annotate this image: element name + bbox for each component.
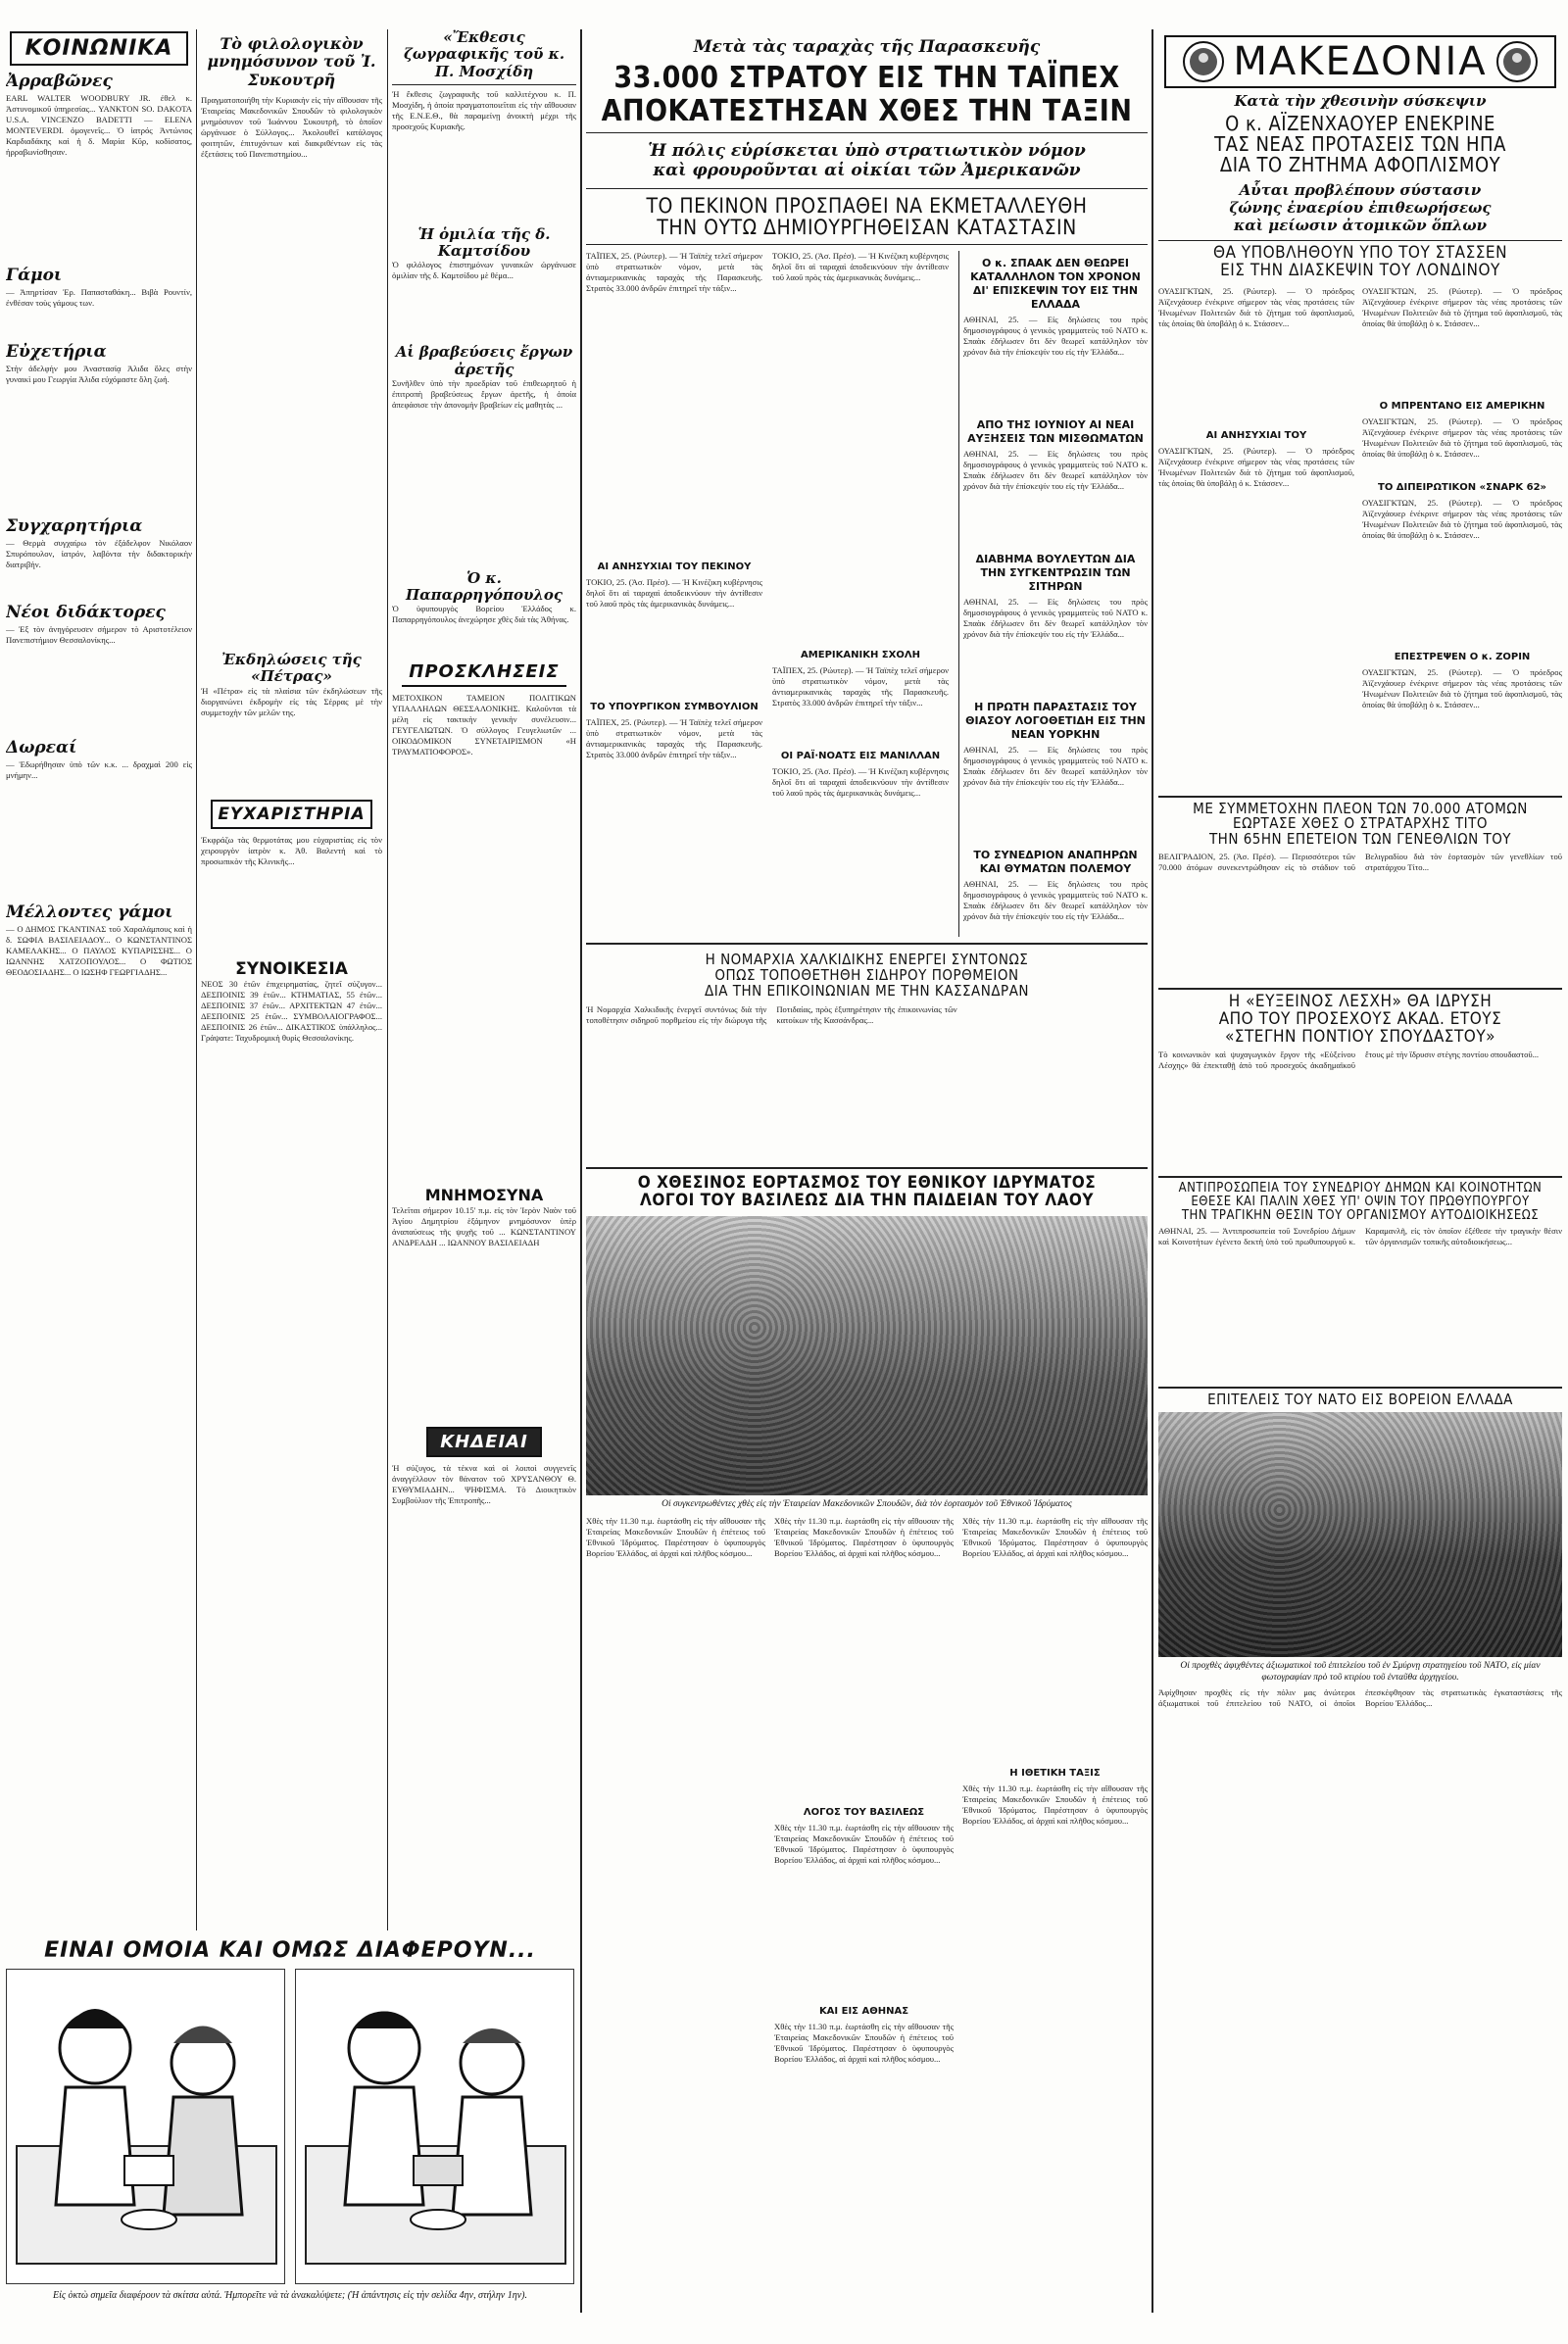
tito-headline-1: ΜΕ ΣΥΜΜΕΤΟΧΗΝ ΠΛΕΟΝ ΤΩΝ 70.000 ΑΤΟΜΩΝ: [1193, 799, 1528, 817]
upcoming-weddings-heading: Μέλλοντες γάμοι: [6, 903, 173, 922]
taipei-kicker: Μετὰ τὰς ταραχὰς τῆς Παρασκευῆς: [693, 37, 1041, 57]
athens-subhead: ΚΑΙ ΕΙΣ ΑΘΗΝΑΣ: [818, 2006, 909, 2018]
engagements-text: EARL WALTER WOODBURY JR. ἐθελ κ. Ἀστυνομικοῦ ὑπηρεσίας... YANKTON SO. DAKOTA U.S.A. VINCENZO BADETTI — ELENA MONTEVERDI. ὁμογενεῖς... Ὁ ἰατρός Ἀντώνιος Καρδιαδάκης καὶ ἡ δ. Μαρία Κῦρ, κοδίσατος, ἠρραβωνίσθησαν.: [6, 93, 192, 157]
municipalities-story: [1158, 1176, 1562, 1383]
column-rule: [387, 29, 388, 1930]
social-column: [6, 29, 192, 1940]
spaak-text: ΑΘΗΝΑΙ, 25. — Εἰς δηλώσεις του πρὸς δημοσιογράφους ὁ γενικὸς γραμματεὺς τοῦ ΝΑΤΟ κ. Σπαὰκ ἐδήλωσεν ὅτι δὲν θεωρεῖ κατάλληλον τὸν χρόνον διὰ τὴν ἐπίσκεψίν του εἰς τὴν Ἑλλάδα...: [963, 315, 1148, 358]
athens-text: Χθὲς τὴν 11.30 π.μ. ἑωρτάσθη εἰς τὴν αἴθουσαν τῆς Ἑταιρείας Μακεδονικῶν Σπουδῶν ἡ ἐπέτειος τοῦ Ἐθνικοῦ Ἱδρύματος. Παρέστησαν ὁ ὑφυπουργὸς Βορείου Ἑλλάδος, αἱ ἀρχαὶ καὶ πλῆθος κόσμου...: [774, 2022, 954, 2065]
masthead-box: [1164, 35, 1556, 88]
cartoon-drawing: [296, 1970, 574, 2283]
donations-heading: Δωρεαί: [6, 738, 77, 757]
congratulations-text: — Θερμὰ συγχαίρω τὸν ἐξάδελφον Νικόλαον Σπυρόπουλον, ἰατρόν, λαβόντα τὴν διδακτορικὴν διατριβήν.: [6, 538, 192, 569]
matchmaking-text: ΝΕΟΣ 30 ἐτῶν ἐπιχειρηματίας, ζητεῖ σύζυγον... ΔΕΣΠΟΙΝΙΣ 39 ἐτῶν... ΚΤΗΜΑΤΙΑΣ, 55 ἐτῶν... ΔΕΣΠΟΙΝΙΣ 37 ἐτῶν... ΑΡΧΙΤΕΚΤΩΝ 47 ἐτῶν... ΔΕΣΠΟΙΝΙΣ 25 ἐτῶν... ΣΥΜΒΟΛΑΙΟΓΡΑΦΟΣ... ΔΕΣΠΟΙΝΙΣ 26 ἐτῶν... ΔΙΚΑΣΤΙΚΟΣ ὑπάλληλος... Γράψατε: Ταχυδρομικὴ θυρὶς Θεσσαλονίκης.: [201, 978, 382, 1043]
exhibition-text: Ἡ ἔκθεσις ζωγραφικῆς τοῦ καλλιτέχνου κ. Π. Μοσχίδη, ἡ ὁποία πραγματοποιεῖται εἰς τὴν αἴθουσαν τῆς Ε.Ν.Ε.Θ., θὰ παραμείνῃ ἀνοικτὴ μέχρι τῆς προσεχοῦς Κυριακῆς.: [392, 88, 576, 131]
engagements-heading: Ἀρραβῶνες: [6, 72, 113, 91]
nato-headline: ΕΠΙΤΕΛΕΙΣ ΤΟΥ ΝΑΤΟ ΕΙΣ ΒΟΡΕΙΟΝ ΕΛΛΑΔΑ: [1207, 1391, 1513, 1409]
eisenhower-deck-3: καὶ μείωσιν ἀτομικῶν ὅπλων: [1233, 217, 1488, 234]
logothetidis-text: ΑΘΗΝΑΙ, 25. — Εἰς δηλώσεις του πρὸς δημοσιογράφους ὁ γενικὸς γραμματεὺς τοῦ ΝΑΤΟ κ. Σπαὰκ ἐδήλωσεν ὅτι δὲν θεωρεῖ κατάλληλον τὸν χρόνον διὰ τὴν ἐπίσκεψίν του εἰς τὴν Ἑλλάδα...: [963, 745, 1148, 788]
manila-text: ΤΟΚΙΟ, 25. (Ἀσ. Πρέσ). — Ἡ Κινέζικη κυβέρνησις δηλοῖ ὅτι αἱ ταραχαὶ ἀποδεικνύουν τὴν ἀντίθεσιν τοῦ λαοῦ πρὸς τὰς ἀμερικανικὰς δυνάμεις...: [772, 766, 949, 799]
new-doctors-heading: Νέοι διδάκτορες: [6, 603, 166, 622]
king-speech-subhead: ΛΟΓΟΣ ΤΟΥ ΒΑΣΙΛΕΩΣ: [803, 1807, 925, 1819]
cabinet-subhead: ΤΟ ΥΠΟΥΡΓΙΚΟΝ ΣΥΜΒΟΥΛΙΟΝ: [590, 702, 759, 713]
cartoon-panel-right: [295, 1969, 574, 2284]
ethics-order-subhead: Η ΙΘΕΤΙΚΗ ΤΑΞΙΣ: [1009, 1768, 1101, 1780]
deputies-grain-text: ΑΘΗΝΑΙ, 25. — Εἰς δηλώσεις του πρὸς δημοσιογράφους ὁ γενικὸς γραμματεὺς τοῦ ΝΑΤΟ κ. Σπαὰκ ἐδήλωσεν ὅτι δὲν θεωρεῖ κατάλληλον τὸν χρόνον διὰ τὴν ἐπίσκεψίν του εἰς τὴν Ἑλλάδα...: [963, 597, 1148, 640]
nato-text: Ἀφίχθησαν προχθὲς εἰς τὴν πόλιν μας ἀνώτεροι ἀξιωματικοὶ τοῦ ἐπιτελείου τοῦ ΝΑΤΟ, οἱ ὁποῖοι ἐπεσκέφθησαν τὰς στρατιωτικὰς ἐγκαταστάσεις τῆς Βορείου Ἑλλάδος...: [1158, 1687, 1562, 1709]
euxeinos-story: [1158, 988, 1562, 1173]
institution-text-cont: Χθὲς τὴν 11.30 π.μ. ἑωρτάσθη εἰς τὴν αἴθουσαν τῆς Ἑταιρείας Μακεδονικῶν Σπουδῶν ἡ ἐπέτειος τοῦ Ἐθνικοῦ Ἱδρύματος. Παρέστησαν ὁ ὑφυπουργὸς Βορείου Ἑλλάδος, αἱ ἀρχαὶ καὶ πλῆθος κόσμου...: [774, 1516, 954, 1559]
speech-text: Ὁ φιλόλογος ἐπιστημόνων γυναικῶν ὠργάνωσε ὁμιλίαν τῆς δ. Καμτσίδου μὲ θέμα...: [392, 260, 576, 281]
taipei-story-col-a: [586, 251, 762, 937]
tito-headline-3: ΤΗΝ 65ΗΝ ΕΠΕΤΕΙΟΝ ΤΩΝ ΓΕΝΕΘΛΙΩΝ ΤΟΥ: [1208, 830, 1512, 849]
tokyo-story-text: ΤΟΚΙΟ, 25. (Ἀσ. Πρέσ). — Ἡ Κινέζικη κυβέρνησις δηλοῖ ὅτι αἱ ταραχαὶ ἀποδεικνύουν τὴν ἀντίθεσιν τοῦ λαοῦ πρὸς τὰς ἀμερικανικὰς δυνάμεις...: [772, 251, 949, 283]
chalkidiki-text: Ἡ Νομαρχία Χαλκιδικῆς ἐνεργεῖ συντόνως διὰ τὴν τοποθέτησιν σιδηροῦ πορθμείου εἰς τὴν διώρυγα τῆς Ποτιδαίας, πρὸς ἐξυπηρέτησιν τῆς ἐπικοινωνίας τῶν κατοίκων τῆς Κασσάνδρας...: [586, 1004, 957, 1026]
side-briefs: [958, 251, 1148, 937]
matchmaking-heading: ΣΥΝΟΙΚΕΣΙΑ: [235, 958, 348, 979]
speech-heading: Ἡ ὁμιλία τῆς δ. Καμτσίδου: [417, 224, 551, 260]
disarmament-story: [1158, 286, 1562, 796]
municipalities-headline-2: ΕΘΕΣΕ ΚΑΙ ΠΑΛΙΝ ΧΘΕΣ ΥΠ' ΟΨΙΝ ΤΟΥ ΠΡΩΘΥΠΟΥΡΓΟΥ: [1191, 1195, 1530, 1210]
sykoutris-memorial-text: Πραγματοποιήθη τὴν Κυριακὴν εἰς τὴν αἴθουσαν τῆς Ἑταιρείας Μακεδονικῶν Σπουδῶν τὸ φιλολογικὸν μνημόσυνον τοῦ Ἰωάννου Συκουτρῆ, τὸ ὁποῖον ὠργάνωσε ὁ Σύλλογος... Ἀκολουθεῖ κατάλογος φοιτητῶν, ἐπιτυχόντων καὶ διακριθέντων εἰς τὰς ἐξετάσεις τοῦ Πανεπιστημίου...: [201, 95, 382, 160]
exhibition-heading: «Ἔκθεσις ζωγραφικῆς τοῦ κ. Π. Μοσχίδη: [392, 29, 576, 85]
zorin-subhead: ΕΠΕΣΤΡΕΨΕΝ Ο κ. ΖΟΡΙΝ: [1394, 651, 1531, 662]
stassen-headline-1: ΘΑ ΥΠΟΒΛΗΘΟΥΝ ΥΠΟ ΤΟΥ ΣΤΑΣΣΕΝ: [1158, 240, 1562, 263]
municipalities-headline-3: ΤΗΝ ΤΡΑΓΙΚΗΝ ΘΕΣΙΝ ΤΟΥ ΟΡΓΑΝΙΣΜΟΥ ΑΥΤΟΔΙΟΙΚΗΣΕΩΣ: [1181, 1207, 1540, 1223]
war-disabled-text: ΑΘΗΝΑΙ, 25. — Εἰς δηλώσεις του πρὸς δημοσιογράφους ὁ γενικὸς γραμματεὺς τοῦ ΝΑΤΟ κ. Σπαὰκ ἐδήλωσεν ὅτι δὲν θεωρεῖ κατάλληλον τὸν χρόνον διὰ τὴν ἐπίσκεψίν του εἰς τὴν Ἑλλάδα...: [963, 879, 1148, 922]
disarmament-subhead: ΑΙ ΑΝΗΣΥΧΙΑΙ ΤΟΥ: [1205, 429, 1307, 441]
deputies-grain-heading: ΔΙΑΒΗΜΑ ΒΟΥΛΕΥΤΩΝ ΔΙΑ ΤΗΝ ΣΥΓΚΕΝΤΡΩΣΙΝ ΤΩΝ ΣΙΤΗΡΩΝ: [975, 553, 1136, 594]
memorials-heading: ΜΝΗΜΟΣΥΝΑ: [424, 1186, 544, 1205]
eisenhower-headline-3: ΔΙΑ ΤΟ ΖΗΤΗΜΑ ΑΦΟΠΛΙΣΜΟΥ: [1219, 153, 1501, 176]
audience-photo-caption: Οἱ συγκεντρωθέντες χθὲς εἰς τὴν Ἑταιρείαν Μακεδονικῶν Σπουδῶν, διὰ τὸν ἑορτασμὸν τοῦ Ἐθνικοῦ Ἱδρύματος: [662, 1499, 1072, 1510]
rent-increase-text: ΑΘΗΝΑΙ, 25. — Εἰς δηλώσεις του πρὸς δημοσιογράφους ὁ γενικὸς γραμματεὺς τοῦ ΝΑΤΟ κ. Σπαὰκ ἐδήλωσεν ὅτι δὲν θεωρεῖ κατάλληλον τὸν χρόνον διὰ τὴν ἐπίσκεψίν του εἰς τὴν Ἑλλάδα...: [963, 449, 1148, 492]
column-rule: [1152, 29, 1153, 2313]
institution-text-col3: Χθὲς τὴν 11.30 π.μ. ἑωρτάσθη εἰς τὴν αἴθουσαν τῆς Ἑταιρείας Μακεδονικῶν Σπουδῶν ἡ ἐπέτειος τοῦ Ἐθνικοῦ Ἱδρύματος. Παρέστησαν ὁ ὑφυπουργὸς Βορείου Ἑλλάδος, αἱ ἀρχαὶ καὶ πλῆθος κόσμου...: [962, 1516, 1148, 1559]
peking-headline-2: ΤΗΝ ΟΥΤΩ ΔΗΜΙΟΥΡΓΗΘΕΙΣΑΝ ΚΑΤΑΣΤΑΣΙΝ: [586, 217, 1148, 245]
rent-increase-heading: ΑΠΟ ΤΗΣ ΙΟΥΝΙΟΥ ΑΙ ΝΕΑΙ ΑΥΞΗΣΕΙΣ ΤΩΝ ΜΙΣΘΩΜΑΤΩΝ: [967, 418, 1144, 446]
funerals-text: Ἡ σύζυγος, τὰ τέκνα καὶ οἱ λοιποὶ συγγενεῖς ἀναγγέλλουν τὸν θάνατον τοῦ ΧΡΥΣΑΝΘΟΥ Θ. ΕΥΘΥΜΙΑΔΗΝ... ΨΗΦΙΣΜΑ. Τὸ Διοικητικὸν Συμβούλιον τῆς Ἐπιτροπῆς...: [392, 1463, 576, 1506]
spot-difference-banner: ΕΙΝΑΙ ΟΜΟΙΑ ΚΑΙ ΟΜΩΣ ΔΙΑΦΕΡΟΥΝ...: [44, 1938, 536, 1963]
wishes-text: Στὴν ἀδελφήν μου Ἀναστασίᾳ Ἀλιδα ὅλες στὴν γυναικὶ μου Γεωργία Ἀλιδα εὐχόμαστε ὅλη ζωή.: [6, 364, 192, 384]
euxeinos-text: Τὸ κοινωνικὸν καὶ ψυχαγωγικὸν ἔργον τῆς «Εὐξείνου Λέσχης» θὰ ἐπεκταθῇ ἀπὸ τοῦ προσεχοῦς ἀκαδημαϊκοῦ ἔτους μὲ τὴν ἵδρυσιν στέγης ποντίου σπουδαστοῦ...: [1158, 1050, 1540, 1071]
chalkidiki-story: [586, 943, 1148, 1161]
euxeinos-headline-3: «ΣΤΕΓΗΝ ΠΟΝΤΙΟΥ ΣΠΟΥΔΑΣΤΟΥ»: [1224, 1026, 1496, 1047]
column-rule: [196, 29, 197, 1930]
national-institution-story: [586, 1167, 1148, 2124]
tito-story: [1158, 796, 1562, 984]
petra-events-text: Ἡ «Πέτρα» εἰς τὰ πλαίσια τῶν ἐκδηλώσεων τῆς διοργανώνει ἐκδρομὴν εἰς τὰς Σέρρας μὲ τὴν συμμετοχὴν τῶν μελῶν της.: [201, 685, 382, 717]
taipei-headline-2: ΑΠΟΚΑΤΕΣΤΗΣΑΝ ΧΘΕΣ ΤΗΝ ΤΑΞΙΝ: [586, 96, 1148, 134]
nato-story: [1158, 1387, 1562, 1766]
brentano-subhead: Ο ΜΠΡΕΝΤΑΝΟ ΕΙΣ ΑΜΕΡΙΚΗΝ: [1379, 400, 1545, 412]
ethics-order-text: Χθὲς τὴν 11.30 π.μ. ἑωρτάσθη εἰς τὴν αἴθουσαν τῆς Ἑταιρείας Μακεδονικῶν Σπουδῶν ἡ ἐπέτειος τοῦ Ἐθνικοῦ Ἱδρύματος. Παρέστησαν ὁ ὑφυπουργὸς Βορείου Ἑλλάδος, αἱ ἀρχαὶ καὶ πλῆθος κόσμου...: [962, 1783, 1148, 1827]
snark-subhead: ΤΟ ΔΙΠΕΙΡΩΤΙΚΟΝ «ΣΝΑΡΚ 62»: [1378, 481, 1546, 493]
masthead-title: ΜΑΚΕΔΟΝΙΑ: [1233, 39, 1488, 84]
weddings-text: — Ἀπηρτίσαν Ἐρ. Παπασταθάκη... Βιβὰ Ρουντίν, ἐνθέσαν τοὺς γάμους των.: [6, 287, 192, 308]
taipei-deck-1: Ἡ πόλις εὑρίσκεται ὑπὸ στρατιωτικὸν νόμον: [648, 141, 1086, 161]
taipei-story-text: ΤΑΪΠΕΧ, 25. (Ρώυτερ). — Ἡ Ταϊπὲχ τελεῖ σήμερον ὑπὸ στρατιωτικὸν νόμον, μετὰ τὰς ἀντιαμερικανικὰς ταραχὰς τῆς Παρασκευῆς. Στρατὸς 33.000 ἀνδρῶν ἐπιτηρεῖ τὴν τάξιν...: [586, 251, 762, 294]
euxeinos-headline-2: ΑΠΟ ΤΟΥ ΠΡΟΣΕΧΟΥΣ ΑΚΑΔ. ΕΤΟΥΣ: [1218, 1008, 1502, 1029]
institution-headline-2: ΛΟΓΟΙ ΤΟΥ ΒΑΣΙΛΕΩΣ ΔΙΑ ΤΗΝ ΠΑΙΔΕΙΑΝ ΤΟΥ ΛΑΟΥ: [640, 1191, 1094, 1211]
cartoon-drawing: [7, 1970, 285, 2283]
king-speech-text: Χθὲς τὴν 11.30 π.μ. ἑωρτάσθη εἰς τὴν αἴθουσαν τῆς Ἑταιρείας Μακεδονικῶν Σπουδῶν ἡ ἐπέτειος τοῦ Ἐθνικοῦ Ἱδρύματος. Παρέστησαν ὁ ὑφυπουργὸς Βορείου Ἑλλάδος, αἱ ἀρχαὶ καὶ πλῆθος κόσμου...: [774, 1823, 954, 1866]
cabinet-text: ΤΑΪΠΕΧ, 25. (Ρώυτερ). — Ἡ Ταϊπὲχ τελεῖ σήμερον ὑπὸ στρατιωτικὸν νόμον, μετὰ τὰς ἀντιαμερικανικὰς ταραχὰς τῆς Παρασκευῆς. Στρατὸς 33.000 ἀνδρῶν ἐπιτηρεῖ τὴν τάξιν...: [586, 717, 762, 760]
municipalities-headline-1: ΑΝΤΙΠΡΟΣΩΠΕΙΑ ΤΟΥ ΣΥΝΕΔΡΙΟΥ ΔΗΜΩΝ ΚΑΙ ΚΟΙΝΟΤΗΤΩΝ: [1178, 1181, 1543, 1196]
invitations-text: ΜΕΤΟΧΙΚΟΝ ΤΑΜΕΙΟΝ ΠΟΛΙΤΙΚΩΝ ΥΠΑΛΛΗΛΩΝ ΘΕΣΣΑΛΟΝΙΚΗΣ. Καλοῦνται τὰ μέλη εἰς τακτικὴν γενικὴν συνέλευσιν... ΓΕΥΓΕΛΙΩΤΩΝ. Ὁ σύλλογος Γευγελιωτῶν ... ΟΙΚΟΔΟΜΙΚΟΝ ΣΥΝΕΤΑΙΡΙΣΜΟΝ «Η ΤΡΑΥΜΑΤΙΟΦΟΡΟΣ».: [392, 693, 576, 757]
chalkidiki-headline-3: ΔΙΑ ΤΗΝ ΕΠΙΚΟΙΝΩΝΙΑΝ ΜΕ ΤΗΝ ΚΑΣΣΑΝΔΡΑΝ: [704, 981, 1030, 1000]
peking-concerns-text: ΤΟΚΙΟ, 25. (Ἀσ. Πρέσ). — Ἡ Κινέζικη κυβέρνησις δηλοῖ ὅτι αἱ ταραχαὶ ἀποδεικνύουν τὴν ἀντίθεσιν τοῦ λαοῦ πρὸς τὰς ἀμερικανικὰς δυνάμεις...: [586, 577, 762, 610]
eisenhower-headline-2: ΤΑΣ ΝΕΑΣ ΠΡΟΤΑΣΕΙΣ ΤΩΝ ΗΠΑ: [1214, 132, 1506, 156]
spaak-heading: Ο κ. ΣΠΑΑΚ ΔΕΝ ΘΕΩΡΕΙ ΚΑΤΑΛΛΗΛΟΝ ΤΟΝ ΧΡΟΝΟΝ ΔΙ' ΕΠΙΣΚΕΨΙΝ ΤΟΥ ΕΙΣ ΤΗΝ ΕΛΛΑΔΑ: [970, 257, 1141, 312]
nato-officers-photo: [1158, 1412, 1562, 1657]
chalkidiki-headline-2: ΟΠΩΣ ΤΟΠΟΘΕΤΗΘΗ ΣΙΔΗΡΟΥ ΠΟΡΘΜΕΙΟΝ: [714, 965, 1019, 984]
stassen-headline-2: ΕΙΣ ΤΗΝ ΔΙΑΣΚΕΨΙΝ ΤΟΥ ΛΟΝΔΙΝΟΥ: [1220, 260, 1500, 280]
logothetidis-heading: Η ΠΡΩΤΗ ΠΑΡΑΣΤΑΣΙΣ ΤΟΥ ΘΙΑΣΟΥ ΛΟΓΟΘΕΤΙΔΗ ΕΙΣ ΤΗΝ ΝΕΑΝ ΥΟΡΚΗΝ: [965, 701, 1146, 742]
institution-headline-1: Ο ΧΘΕΣΙΝΟΣ ΕΟΡΤΑΣΜΟΣ ΤΟΥ ΕΘΝΙΚΟΥ ΙΔΡΥΜΑΤΟΣ: [637, 1173, 1097, 1194]
manila-subhead: ΟΙ ΡΑΪ·ΝΟΑΤΣ ΕΙΣ ΜΑΝΙΛΛΑΝ: [780, 751, 941, 762]
right-news: [1158, 29, 1562, 2313]
upcoming-weddings-text: — Ο ΔΗΜΟΣ ΓΚΑΝΤΙΝΑΣ τοῦ Χαραλάμπους καὶ ἡ δ. ΣΩΦΙΑ ΒΑΣΙΛΕΙΑΔΟΥ... Ο ΚΩΝΣΤΑΝΤΙΝΟΣ ΚΑΜΕΛΑΚΗΣ... Ο ΠΑΥΛΟΣ ΚΥΠΑΡΙΣΣΗΣ... Ο ΙΩΑΝΝΗΣ ΧΑΤΖΟΠΟΥΛΟΣ... Ο ΦΩΤΙΟΣ ΘΕΟΔΟΣΙΑΔΗΣ... Ο ΙΩΣΗΦ ΓΕΩΡΓΙΑΔΗΣ...: [6, 924, 192, 977]
zorin-text: ΟΥΑΣΙΓΚΤΩΝ, 25. (Ρώυτερ). — Ὁ πρόεδρος Ἀϊζενχάουερ ἐνέκρινε σήμερον τὰς νέας προτάσεις τῶν Ἡνωμένων Πολιτειῶν διὰ τὸ ζήτημα τοῦ ἀφοπλισμοῦ, τὰς ὁποίας θὰ ὑποβάλῃ ὁ κ. Στάσσεν...: [1362, 666, 1562, 709]
social-section-title: ΚΟΙΝΩΝΙΚΑ: [10, 31, 188, 66]
war-disabled-heading: ΤΟ ΣΥΝΕΔΡΙΟΝ ΑΝΑΠΗΡΩΝ ΚΑΙ ΘΥΜΑΤΩΝ ΠΟΛΕΜΟΥ: [973, 849, 1138, 876]
chalkidiki-headline-1: Η ΝΟΜΑΡΧΙΑ ΧΑΛΚΙΔΙΚΗΣ ΕΝΕΡΓΕΙ ΣΥΝΤΟΝΩΣ: [705, 951, 1029, 969]
memorials-text: Τελεῖται σήμερον 10.15' π.μ. εἰς τὸν Ἱερὸν Ναὸν τοῦ Ἁγίου Δημητρίου ἑξάμηνον μνημόσυνον ὑπὲρ ἀναπαύσεως τῆς ψυχῆς τοῦ ... ΚΩΝΣΤΑΝΤΙΝΟΥ ΑΝΔΡΕΑΔΗ ... ΙΩΑΝΝΟΥ ΒΑΣΙΛΕΙΑΔΗ: [392, 1205, 576, 1248]
donations-text: — Ἐδωρήθησαν ὑπὸ τῶν κ.κ. ... δραχμαὶ 200 εἰς μνήμην...: [6, 759, 192, 780]
american-school-subhead: ΑΜΕΡΙΚΑΝΙΚΗ ΣΧΟΛΗ: [801, 650, 920, 661]
peking-concerns-subhead: ΑΙ ΑΝΗΣΥΧΙΑΙ ΤΟΥ ΠΕΚΙΝΟΥ: [597, 562, 752, 573]
brentano-text: ΟΥΑΣΙΓΚΤΩΝ, 25. (Ρώυτερ). — Ὁ πρόεδρος Ἀϊζενχάουερ ἐνέκρινε σήμερον τὰς νέας προτάσεις τῶν Ἡνωμένων Πολιτειῶν διὰ τὸ ζήτημα τοῦ ἀφοπλισμοῦ, τὰς ὁποίας θὰ ὑποβάλῃ ὁ κ. Στάσσεν...: [1362, 415, 1562, 459]
euxeinos-headline-1: Η «ΕΥΞΕΙΝΟΣ ΛΕΣΧΗ» ΘΑ ΙΔΡΥΣΗ: [1228, 991, 1493, 1011]
taipei-story-col-b: [772, 251, 949, 937]
snark-text: ΟΥΑΣΙΓΚΤΩΝ, 25. (Ρώυτερ). — Ὁ πρόεδρος Ἀϊζενχάουερ ἐνέκρινε σήμερον τὰς νέας προτάσεις τῶν Ἡνωμένων Πολιτειῶν διὰ τὸ ζήτημα τοῦ ἀφοπλισμοῦ, τὰς ὁποίας θὰ ὑποβάλῃ ὁ κ. Στάσσεν...: [1362, 497, 1562, 540]
spot-difference-caption: Εἰς ὀκτὼ σημεῖα διαφέρουν τὰ σκίτσα αὐτά. Ἠμπορεῖτε νὰ τὰ ἀνακαλύψετε; (Ἡ ἀπάντησις εἰς τὴν σελίδα 4ην, στήλην 1ην).: [53, 2290, 527, 2301]
masthead-emblem-icon: [1182, 40, 1225, 83]
paparrigopoulos-heading: Ὁ κ. Παπαρρηγόπουλος: [405, 568, 564, 604]
disarmament-text: ΟΥΑΣΙΓΚΤΩΝ, 25. (Ρώυτερ). — Ὁ πρόεδρος Ἀϊζενχάουερ ἐνέκρινε σήμερον τὰς νέας προτάσεις τῶν Ἡνωμένων Πολιτειῶν διὰ τὸ ζήτημα τοῦ ἀφοπλισμοῦ, τὰς ὁποίας θὰ ὑποβάλῃ ὁ κ. Στάσσεν...: [1158, 285, 1354, 328]
tito-text: ΒΕΛΙΓΡΑΔΙΟΝ, 25. (Ἀσ. Πρέσ). — Περισσότεροι τῶν 70.000 ἀτόμων συνεκεντρώθησαν εἰς τὸ στάδιον τοῦ Βελιγραδίου διὰ τὸν ἑορτασμὸν τῶν γενεθλίων τοῦ στρατάρχου Τίτο...: [1158, 851, 1562, 872]
virtue-awards-heading: Αἱ βραβεύσεις ἔργων ἀρετῆς: [395, 343, 573, 378]
petra-events-heading: Ἐκδηλώσεις τῆς «Πέτρας»: [221, 651, 362, 686]
taipei-headline-1: 33.000 ΣΤΡΑΤΟΥ ΕΙΣ ΤΗΝ ΤΑΪΠΕΧ: [613, 61, 1120, 95]
spot-difference-section: [6, 1938, 574, 2330]
thanks-heading: ΕΥΧΑΡΙΣΤΗΡΙΑ: [211, 800, 372, 829]
column-two: [201, 29, 382, 1940]
new-doctors-text: — Ἐξ τὸν ἀνηγόρευσεν σήμερον τὸ Αριστοτέλειον Πανεπιστήμιον Θεσσαλονίκης...: [6, 624, 192, 645]
weddings-heading: Γάμοι: [6, 266, 63, 285]
eisenhower-deck-1: Αὗται προβλέπουν σύστασιν: [1239, 181, 1482, 199]
disarmament-text-2: ΟΥΑΣΙΓΚΤΩΝ, 25. (Ρώυτερ). — Ὁ πρόεδρος Ἀϊζενχάουερ ἐνέκρινε σήμερον τὰς νέας προτάσεις τῶν Ἡνωμένων Πολιτειῶν διὰ τὸ ζήτημα τοῦ ἀφοπλισμοῦ, τὰς ὁποίας θὰ ὑποβάλῃ ὁ κ. Στάσσεν...: [1158, 445, 1354, 488]
nato-photo-caption: Οἱ προχθὲς ἀφιχθέντες ἀξιωματικοὶ τοῦ ἐπιτελείου τοῦ ἐν Σμύρνῃ στρατηγείου τοῦ ΝΑΤΟ, εἰς μίαν φωτογραφίαν πρὸ τοῦ κτιρίου τοῦ ἐνταῦθα ἀρχηγείου.: [1180, 1661, 1541, 1684]
taipei-story-columns: [586, 251, 1148, 937]
tito-headline-2: ΕΩΡΤΑΣΕ ΧΘΕΣ Ο ΣΤΡΑΤΑΡΧΗΣ ΤΙΤΟ: [1233, 814, 1488, 833]
municipalities-text: ΑΘΗΝΑΙ, 25. — Ἀντιπροσωπεία τοῦ Συνεδρίου Δήμων καὶ Κοινοτήτων ἐγένετο δεκτὴ ὑπὸ τοῦ πρωθυπουργοῦ κ. Καραμανλῆ, εἰς τὸν ὁποῖον ἐξέθεσε τὴν τραγικὴν θέσιν τῶν ὀργανισμῶν τοπικῆς αὐτοδιοικήσεως...: [1158, 1226, 1562, 1247]
congratulations-heading: Συγχαρητήρια: [6, 516, 143, 536]
masthead-emblem-icon: [1495, 40, 1539, 83]
funerals-heading: ΚΗΔΕΙΑΙ: [426, 1427, 542, 1457]
audience-photo: [586, 1216, 1148, 1495]
column-three: [392, 29, 576, 1940]
invitations-heading: ΠΡΟΣΚΛΗΣΕΙΣ: [402, 659, 566, 687]
cartoon-panel-left: [6, 1969, 285, 2284]
taipei-deck-2: καὶ φρουροῦνται αἱ οἰκίαι τῶν Ἀμερικανῶν: [653, 161, 1081, 180]
american-school-text: ΤΑΪΠΕΧ, 25. (Ρώυτερ). — Ἡ Ταϊπὲχ τελεῖ σήμερον ὑπὸ στρατιωτικὸν νόμον, μετὰ τὰς ἀντιαμερικανικὰς ταραχὰς τῆς Παρασκευῆς. Στρατὸς 33.000 ἀνδρῶν ἐπιτηρεῖ τὴν τάξιν...: [772, 665, 949, 708]
sykoutris-memorial-heading: Τὸ φιλολογικὸν μνημόσυνον τοῦ Ἰ. Συκουτρῆ: [207, 34, 376, 89]
wishes-heading: Εὐχετήρια: [6, 342, 107, 362]
paparrigopoulos-text: Ὁ ὑφυπουργὸς Βορείου Ἑλλάδος κ. Παπαρρηγόπουλος ἀνεχώρησε χθὲς διὰ τὰς Ἀθήνας.: [392, 604, 576, 625]
center-news: [586, 29, 1148, 2313]
column-rule: [580, 29, 582, 2313]
disarmament-text-3: ΟΥΑΣΙΓΚΤΩΝ, 25. (Ρώυτερ). — Ὁ πρόεδρος Ἀϊζενχάουερ ἐνέκρινε σήμερον τὰς νέας προτάσεις τῶν Ἡνωμένων Πολιτειῶν διὰ τὸ ζήτημα τοῦ ἀφοπλισμοῦ, τὰς ὁποίας θὰ ὑποβάλῃ ὁ κ. Στάσσεν...: [1362, 285, 1562, 328]
eisenhower-headline-1: Ο κ. ΑΪΖΕΝΧΑΟΥΕΡ ΕΝΕΚΡΙΝΕ: [1225, 112, 1495, 135]
thanks-text: Ἐκφράζω τὰς θερμοτάτας μου εὐχαριστίας εἰς τὸν χειρουργὸν ἰατρὸν κ. Ἀθ. Βαλεντή καὶ τὸ προσωπικὸν τῆς Κλινικῆς...: [201, 834, 382, 866]
eisenhower-deck-2: ζώνης ἐναερίου ἐπιθεωρήσεως: [1229, 199, 1492, 217]
institution-text: Χθὲς τὴν 11.30 π.μ. ἑωρτάσθη εἰς τὴν αἴθουσαν τῆς Ἑταιρείας Μακεδονικῶν Σπουδῶν ἡ ἐπέτειος τοῦ Ἐθνικοῦ Ἱδρύματος. Παρέστησαν ὁ ὑφυπουργὸς Βορείου Ἑλλάδος, αἱ ἀρχαὶ καὶ πλῆθος κόσμου...: [586, 1516, 765, 1559]
peking-headline-1: ΤΟ ΠΕΚΙΝΟΝ ΠΡΟΣΠΑΘΕΙ ΝΑ ΕΚΜΕΤΑΛΛΕΥΘΗ: [586, 188, 1148, 217]
eisenhower-kicker: Κατὰ τὴν χθεσινὴν σύσκεψιν: [1234, 92, 1487, 110]
virtue-awards-text: Συνῆλθεν ὑπὸ τὴν προεδρίαν τοῦ ἐπιθεωρητοῦ ἡ ἐπιτροπὴ βραβεύσεως ἔργων ἀρετῆς, ἡ ὁποία ἀπεφάσισε τὴν ἀπονομὴν βραβείων εἰς μαθητὰς ...: [392, 377, 576, 410]
